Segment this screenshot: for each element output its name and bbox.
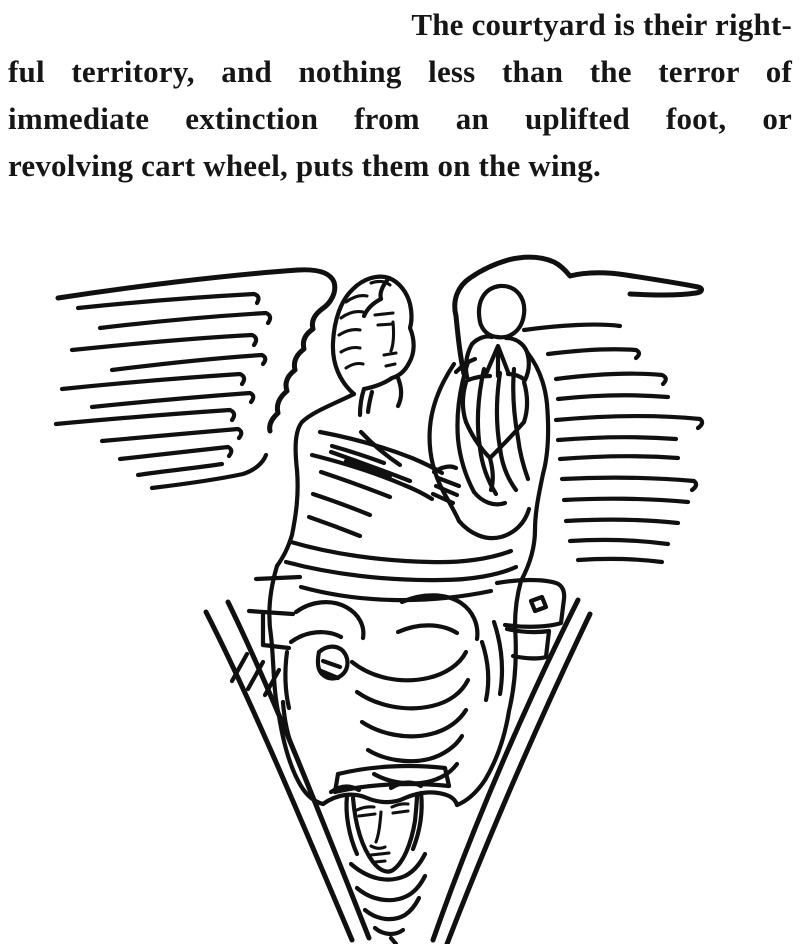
paragraph-line: immediate extinction from an uplifted foot, or [8,101,792,136]
spandrel-v [206,600,590,944]
left-wing-feathers [56,294,270,488]
angel-head [333,277,414,415]
angel-face-features [375,313,396,366]
spandrel-face-features [357,804,408,862]
paragraph-line: ful territory, and nothing less than the terror of [8,54,792,89]
soul-figure [463,286,529,490]
paragraph-line: The courtyard is their right- [411,7,792,42]
right-wing-feathers [524,325,702,562]
paragraph-line: revolving cart wheel, puts them on the wing. [8,148,601,183]
spandrel-face [346,793,425,944]
paragraph [8,1,792,189]
angel-engraving-illustration [0,234,800,944]
angel-body-drapery [269,352,548,805]
